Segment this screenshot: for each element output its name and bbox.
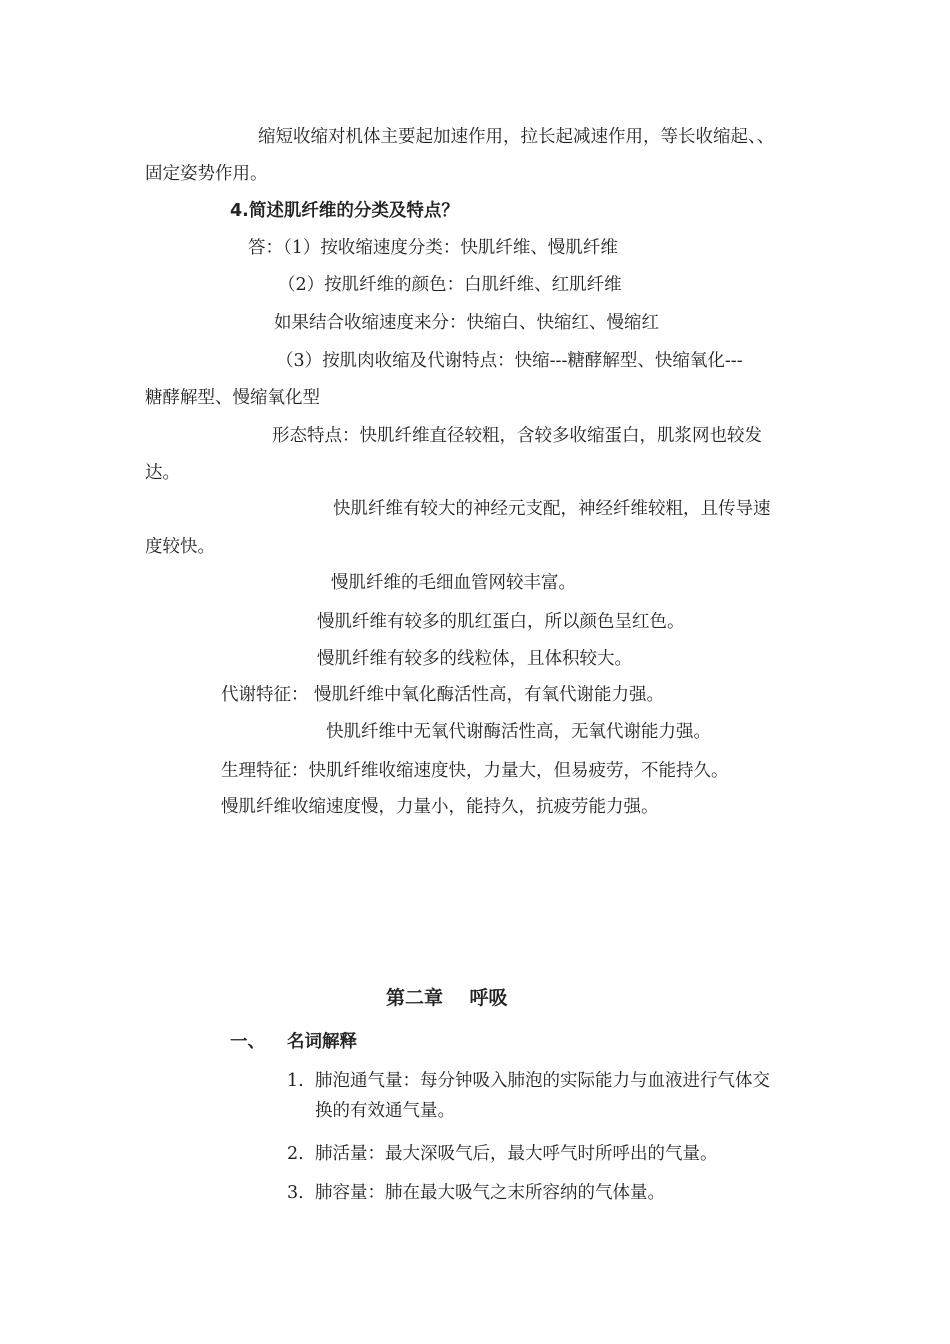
term-item	[287, 1069, 770, 1093]
answer-metabolic-line1: （3）按肌肉收缩及代谢特点：快缩---糖酵解型、快缩氧化---	[276, 351, 743, 371]
term-item	[287, 1181, 665, 1205]
term-number: 2.	[287, 1144, 304, 1164]
section-title: 名词解释	[287, 1032, 357, 1052]
myoglobin-text: 慢肌纤维有较多的肌红蛋白，所以颜色呈红色。	[317, 612, 685, 632]
metabolic-line2: 快肌纤维中无氧代谢酶活性高，无氧代谢能力强。	[326, 722, 711, 742]
mitochondria-text: 慢肌纤维有较多的线粒体，且体积较大。	[317, 649, 632, 669]
term-item	[287, 1142, 718, 1166]
morphology-line2: 达。	[145, 463, 180, 483]
term-text: 肺泡通气量：每分钟吸入肺泡的实际能力与血液进行气体交	[315, 1071, 770, 1091]
capillary-text: 慢肌纤维的毛细血管网较丰富。	[331, 573, 576, 593]
nerve-line2: 度较快。	[145, 537, 215, 557]
para-shortening-line1: 缩短收缩对机体主要起加速作用，拉长起减速作用，等长收缩起、、	[258, 127, 775, 147]
morphology-line1: 形态特点：快肌纤维直径较粗，含较多收缩蛋白，肌浆网也较发	[272, 426, 762, 446]
answer-combined-class: 如果结合收缩速度来分：快缩白、快缩红、慢缩红	[274, 313, 659, 333]
term-text-continued: 换的有效通气量。	[315, 1101, 455, 1121]
term-number: 1.	[287, 1071, 304, 1091]
term-text: 肺容量：肺在最大吸气之末所容纳的气体量。	[315, 1183, 665, 1203]
para-shortening-line2: 固定姿势作用。	[145, 164, 268, 184]
answer-speed-class: 答：（1）按收缩速度分类：快肌纤维、慢肌纤维	[248, 238, 618, 258]
chapter-title: 第二章 呼吸	[386, 987, 508, 1009]
physiology-line2: 慢肌纤维收缩速度慢，力量小，能持久，抗疲劳能力强。	[221, 797, 659, 817]
question-4-title: 4.简述肌纤维的分类及特点？	[230, 201, 459, 221]
physiology-line1: 生理特征：快肌纤维收缩速度快，力量大，但易疲劳，不能持久。	[221, 761, 729, 781]
section-number: 一、	[230, 1032, 265, 1052]
term-number: 3.	[287, 1183, 304, 1203]
term-text: 肺活量：最大深吸气后，最大呼气时所呼出的气量。	[315, 1144, 718, 1164]
answer-metabolic-line2: 糖酵解型、慢缩氧化型	[145, 388, 320, 408]
metabolic-line1: 代谢特征： 慢肌纤维中氧化酶活性高，有氧代谢能力强。	[221, 685, 665, 705]
nerve-line1: 快肌纤维有较大的神经元支配，神经纤维较粗，且传导速	[333, 499, 771, 519]
answer-color-class: （2）按肌纤维的颜色：白肌纤维、红肌纤维	[278, 275, 622, 295]
